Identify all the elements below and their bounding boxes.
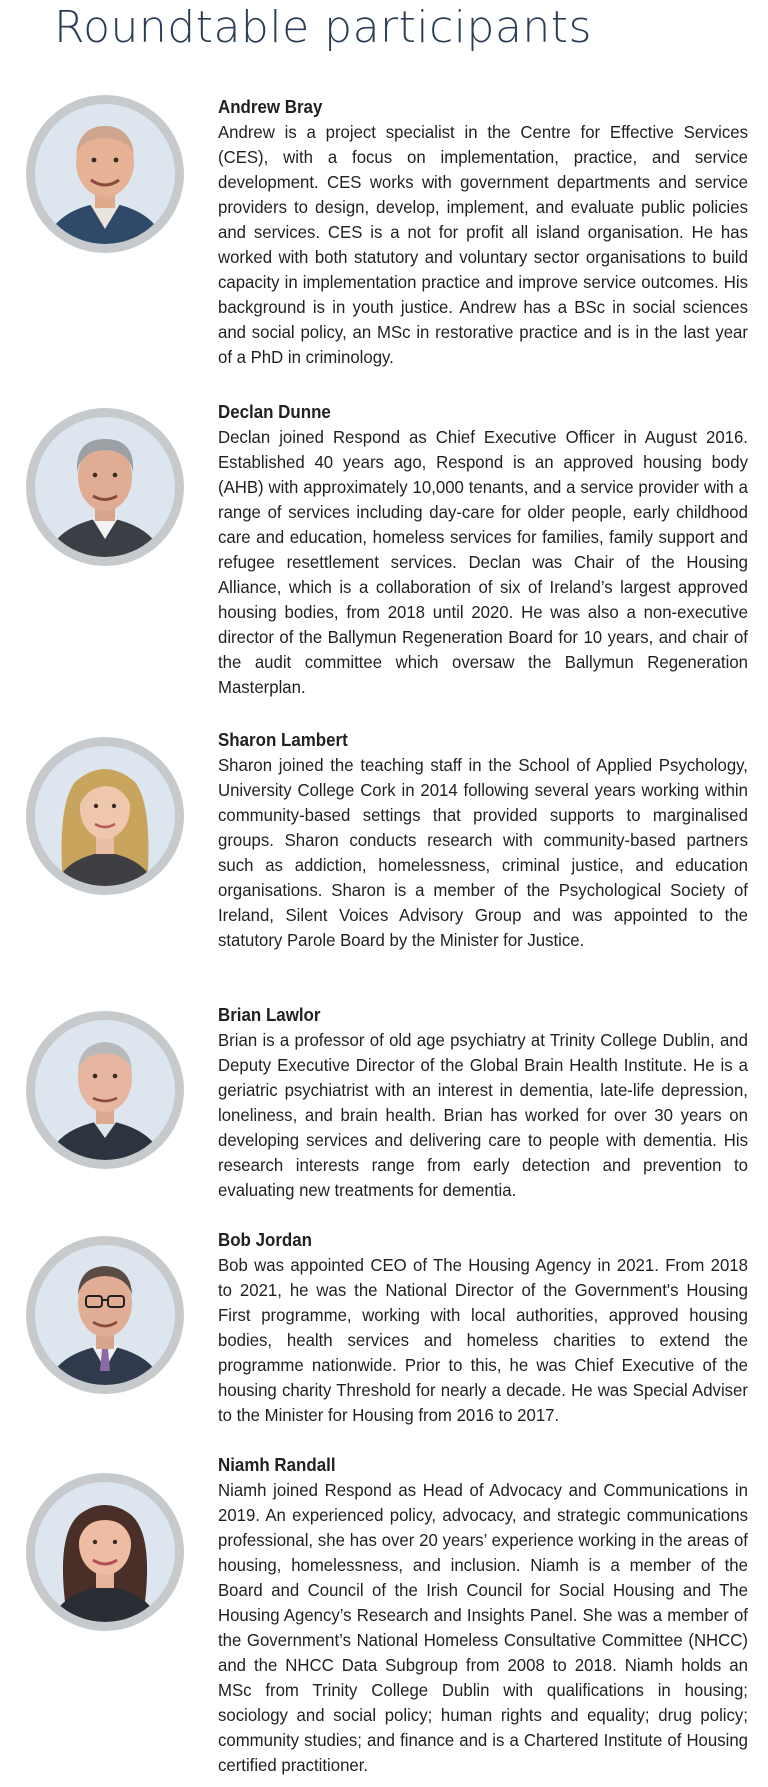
portrait-photo bbox=[26, 408, 184, 566]
portrait-photo bbox=[26, 1236, 184, 1394]
participant-text bbox=[218, 95, 748, 370]
participant-bio: Brian is a professor of old age psychiatry at Trinity College Dublin, and Deputy Executive Director of the Global Brain Health Institute. He is a geriatric psychiatrist with an interest in dementia, late-life depression, loneliness, and brain health. Brian has worked for over 30 years on developing services and delivering care to people with dementia. His research interests range from early detection and prevention to evaluating new treatments for dementia. bbox=[218, 1030, 748, 1200]
person-portrait-icon bbox=[35, 104, 175, 244]
participant-text bbox=[218, 1453, 748, 1778]
portrait-photo bbox=[26, 1011, 184, 1169]
participant-text bbox=[218, 1003, 748, 1203]
participant-name: Niamh Randall bbox=[218, 1455, 336, 1475]
participant-name: Bob Jordan bbox=[218, 1230, 313, 1250]
portrait-photo bbox=[26, 1473, 184, 1631]
portrait-photo bbox=[26, 737, 184, 895]
person-portrait-icon bbox=[35, 1020, 175, 1160]
person-portrait-icon bbox=[35, 746, 175, 886]
participant-bio: Sharon joined the teaching staff in the School of Applied Psychology, University College Cork in 2014 following several years working within community-based settings that provided supports to marginalised groups. Sharon conducts research with community-based partners such as addiction, homelessness, criminal justice, and education organisations. Sharon is a member of the Psychological Society of Ireland, Silent Voices Advisory Group and was appointed to the statutory Parole Board by the Minister for Justice. bbox=[218, 755, 748, 950]
page-title: Roundtable participants bbox=[54, 2, 592, 53]
person-portrait-icon bbox=[35, 1245, 175, 1385]
portrait-photo bbox=[26, 95, 184, 253]
participant-bio: Declan joined Respond as Chief Executive Officer in August 2016. Established 40 years ago, Respond is an approved housing body (AHB) with approximately 10,000 tenants, and a service provider with a range of services including day-care for older people, early childhood care and education, homeless services for families, family support and refugee resettlement services. Declan was Chair of the Housing Alliance, which is a collaboration of six of Ireland’s largest approved housing bodies, from 2018 until 2020. He was also a non-executive director of the Ballymun Regeneration Board for 10 years, and chair of the audit committee which oversaw the Ballymun Regeneration Masterplan. bbox=[218, 427, 748, 697]
person-portrait-icon bbox=[35, 1482, 175, 1622]
participant-bio: Bob was appointed CEO of The Housing Agency in 2021. From 2018 to 2021, he was the National Director of the Government's Housing First programme, working with local authorities, approved housing bodies, health services and homeless charities to extend the programme nationwide. Prior to this, he was Chief Executive of the housing charity Threshold for nearly a decade. He was Special Adviser to the Minister for Housing from 2016 to 2017. bbox=[218, 1255, 748, 1425]
person-portrait-icon bbox=[35, 417, 175, 557]
participant-bio: Andrew is a project specialist in the Centre for Effective Services (CES), with a focus on implementation, practice, and service development. CES works with government departments and service providers to design, develop, implement, and evaluate public policies and services. CES is a not for profit all island organisation. He has worked with both statutory and voluntary sector organisations to build capacity in implementation practice and improve service outcomes. His background is in youth justice. Andrew has a BSc in social sciences and social policy, an MSc in restorative practice and is in the last year of a PhD in criminology. bbox=[218, 122, 748, 367]
participant-name: Brian Lawlor bbox=[218, 1005, 321, 1025]
participant-name: Sharon Lambert bbox=[218, 730, 348, 750]
participant-bio: Niamh joined Respond as Head of Advocacy and Communications in 2019. An experienced policy, advocacy, and strategic communications professional, she has over 20 years’ experience working in the areas of housing, homelessness, and inclusion. Niamh is a member of the Board and Council of the Irish Council for Social Housing and The Housing Agency’s Research and Insights Panel. She was a member of the Government’s National Homeless Consultative Committee (NHCC) and the NHCC Data Subgroup from 2008 to 2018. Niamh holds an MSc from Trinity College Dublin with qualifications in housing; sociology and social policy; human rights and equality; drug policy; community studies; and finance and is a Chartered Institute of Housing certified practitioner. bbox=[218, 1480, 748, 1775]
participant-text bbox=[218, 1228, 748, 1428]
participant-name: Declan Dunne bbox=[218, 402, 331, 422]
participant-text bbox=[218, 728, 748, 953]
participant-text bbox=[218, 400, 748, 700]
participant-name: Andrew Bray bbox=[218, 97, 323, 117]
